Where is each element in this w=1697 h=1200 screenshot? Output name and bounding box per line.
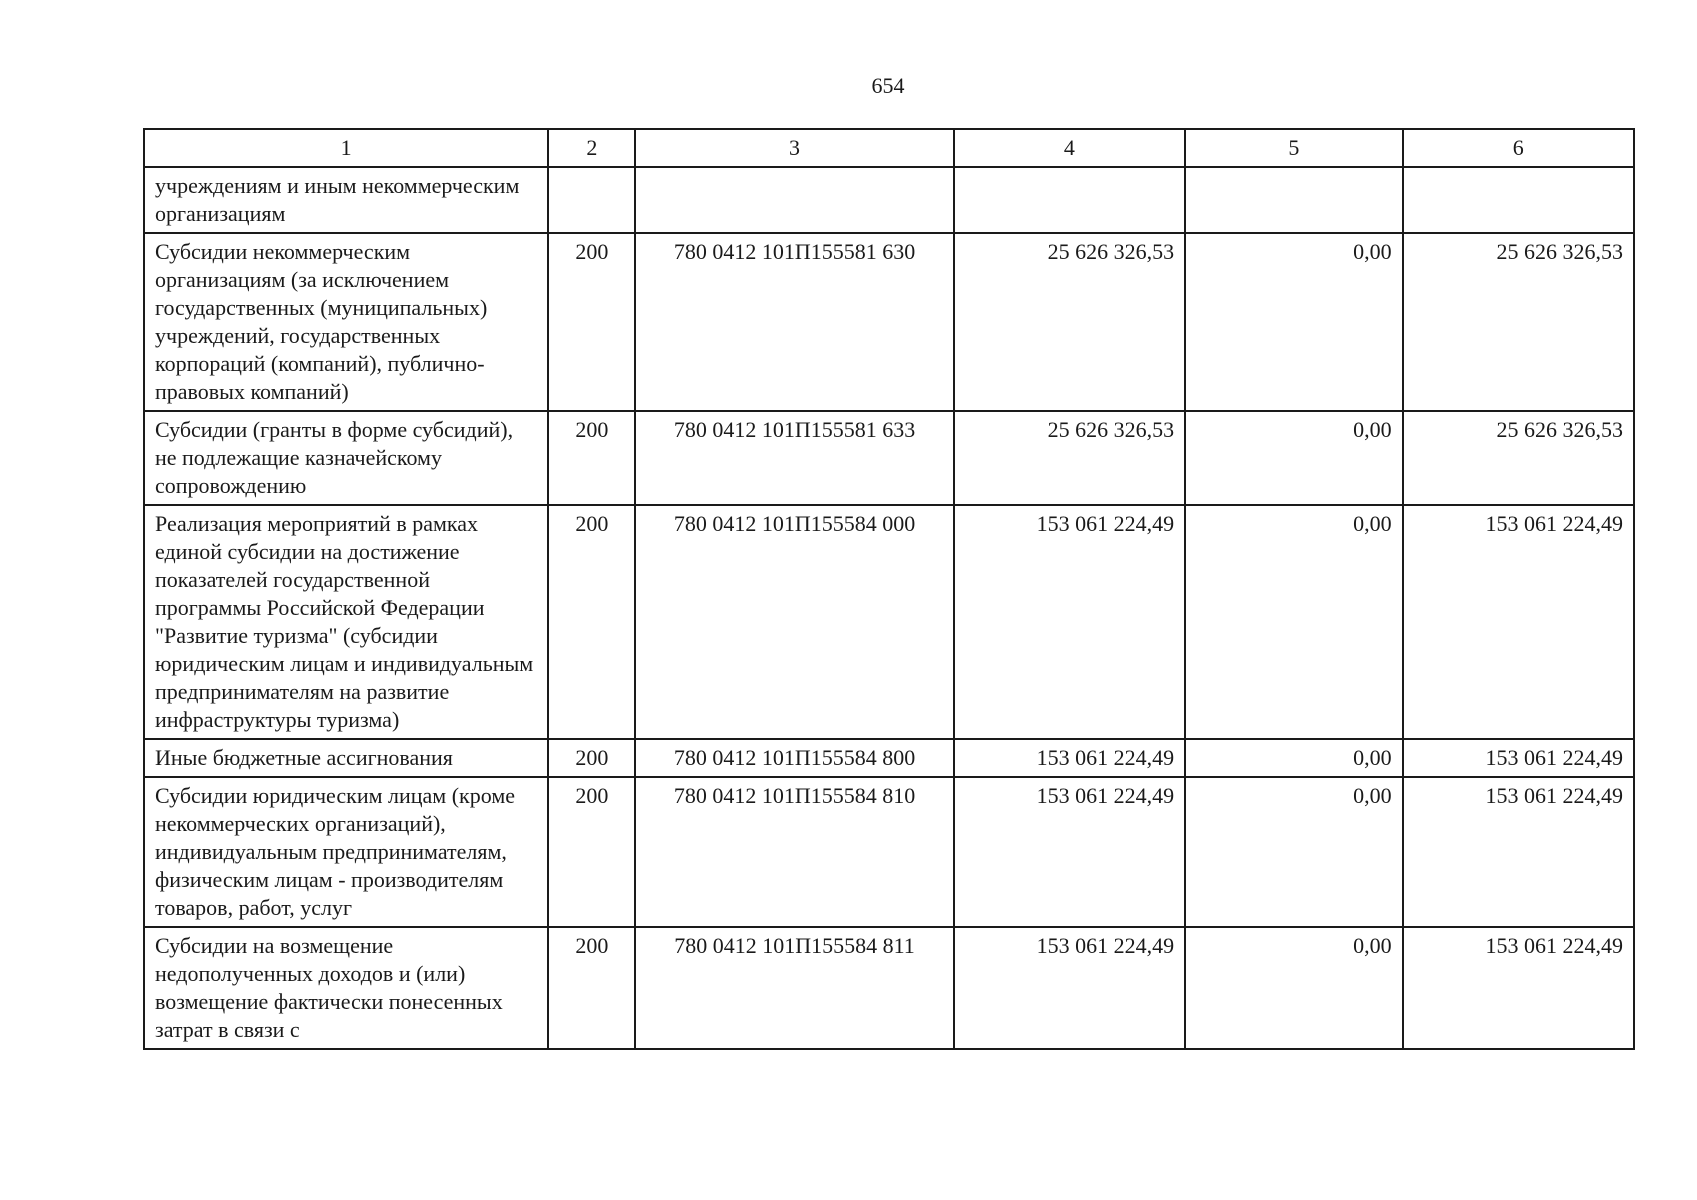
- row-name: учреждениям и иным некоммерческим организациям: [144, 167, 548, 233]
- table-row: [144, 739, 1634, 777]
- row-value-6: 153 061 224,49: [1403, 777, 1634, 927]
- row-value-5: 0,00: [1185, 411, 1403, 505]
- row-value-4: 25 626 326,53: [954, 233, 1185, 411]
- column-header-6: 6: [1403, 129, 1634, 167]
- row-budget-code: [635, 167, 953, 233]
- row-value-4: 153 061 224,49: [954, 927, 1185, 1049]
- row-budget-code: 780 0412 101П155581 630: [635, 233, 953, 411]
- row-admin-code: 200: [548, 927, 635, 1049]
- row-value-4: 153 061 224,49: [954, 505, 1185, 739]
- row-budget-code: 780 0412 101П155584 810: [635, 777, 953, 927]
- row-budget-code: 780 0412 101П155581 633: [635, 411, 953, 505]
- row-value-6: 153 061 224,49: [1403, 739, 1634, 777]
- row-name: Иные бюджетные ассигнования: [144, 739, 548, 777]
- row-name: Субсидии (гранты в форме субсидий), не подлежащие казначейскому сопровождению: [144, 411, 548, 505]
- table-row: [144, 505, 1634, 739]
- column-header-3: 3: [635, 129, 953, 167]
- table-row: [144, 411, 1634, 505]
- row-name: Субсидии на возмещение недополученных доходов и (или) возмещение фактически понесенных затрат в связи с: [144, 927, 548, 1049]
- row-value-5: 0,00: [1185, 233, 1403, 411]
- page-number: 654: [871, 73, 905, 98]
- row-admin-code: [548, 167, 635, 233]
- row-value-4: 25 626 326,53: [954, 411, 1185, 505]
- row-value-4: 153 061 224,49: [954, 739, 1185, 777]
- row-name: Субсидии некоммерческим организациям (за исключением государственных (муниципальных) учреждений, государственных корпораций (компаний), публично-правовых компаний): [144, 233, 548, 411]
- row-budget-code: 780 0412 101П155584 800: [635, 739, 953, 777]
- row-admin-code: 200: [548, 777, 635, 927]
- row-admin-code: 200: [548, 411, 635, 505]
- row-value-5: 0,00: [1185, 739, 1403, 777]
- row-value-6: 153 061 224,49: [1403, 927, 1634, 1049]
- row-name: Реализация мероприятий в рамках единой субсидии на достижение показателей государственной программы Российской Федерации "Развитие туризма" (субсидии юридическим лицам и индивидуальным предпринимателям на развитие инфраструктуры туризма): [144, 505, 548, 739]
- column-header-4: 4: [954, 129, 1185, 167]
- row-name: Субсидии юридическим лицам (кроме некоммерческих организаций), индивидуальным предпринимателям, физическим лицам - производителям товаров, работ, услуг: [144, 777, 548, 927]
- row-value-4: [954, 167, 1185, 233]
- column-header-2: 2: [548, 129, 635, 167]
- row-admin-code: 200: [548, 233, 635, 411]
- row-value-6: 25 626 326,53: [1403, 411, 1634, 505]
- row-value-5: [1185, 167, 1403, 233]
- row-admin-code: 200: [548, 505, 635, 739]
- column-header-5: 5: [1185, 129, 1403, 167]
- budget-table: [143, 128, 1635, 1050]
- row-value-5: 0,00: [1185, 777, 1403, 927]
- table-row: [144, 167, 1634, 233]
- header-row: [144, 129, 1634, 167]
- column-header-1: 1: [144, 129, 548, 167]
- row-admin-code: 200: [548, 739, 635, 777]
- row-budget-code: 780 0412 101П155584 000: [635, 505, 953, 739]
- row-value-4: 153 061 224,49: [954, 777, 1185, 927]
- row-value-6: [1403, 167, 1634, 233]
- table-row: [144, 777, 1634, 927]
- row-value-5: 0,00: [1185, 505, 1403, 739]
- row-budget-code: 780 0412 101П155584 811: [635, 927, 953, 1049]
- table-row: [144, 233, 1634, 411]
- table-row: [144, 927, 1634, 1049]
- row-value-6: 25 626 326,53: [1403, 233, 1634, 411]
- row-value-6: 153 061 224,49: [1403, 505, 1634, 739]
- row-value-5: 0,00: [1185, 927, 1403, 1049]
